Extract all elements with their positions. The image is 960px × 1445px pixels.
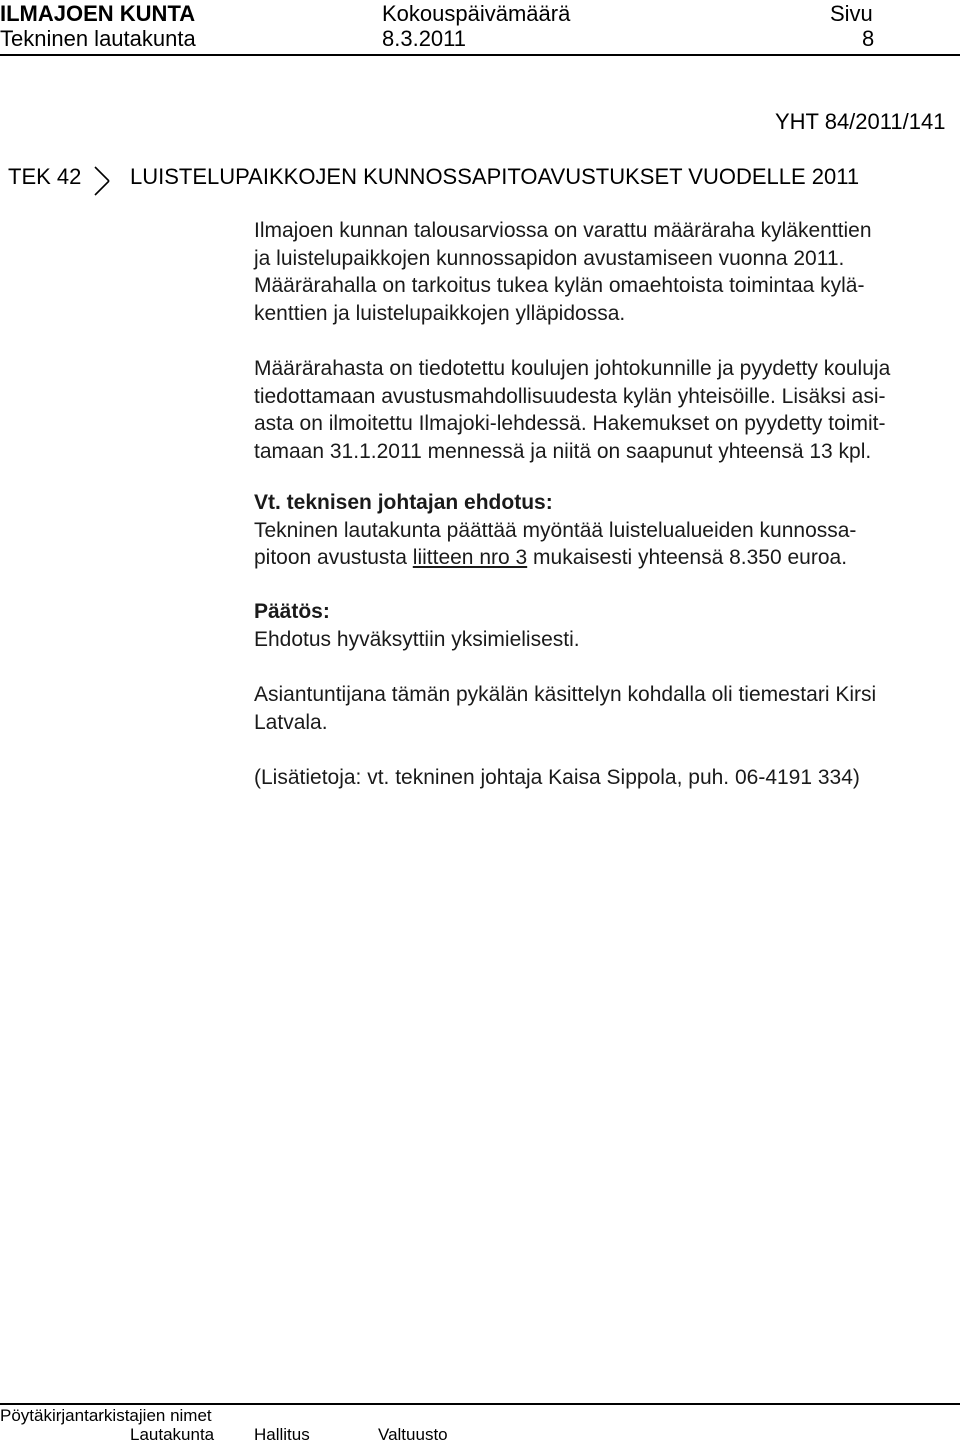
decision-text: Ehdotus hyväksyttiin yksimielisesti.: [254, 627, 580, 651]
org-name: ILMAJOEN KUNTA: [0, 1, 196, 26]
text-line: tiedottamaan avustusmahdollisuudesta kylän yhteisöille. Lisäksi asi-: [254, 384, 886, 408]
page-label: Sivu: [830, 1, 873, 26]
committee-name: Tekninen lautakunta: [0, 26, 196, 51]
text-line: Määrärahasta on tiedotettu koulujen johtokunnille ja pyydetty kouluja: [254, 357, 891, 380]
info-line: (Lisätietoja: vt. tekninen johtaja Kaisa Sippola, puh. 06-4191 334): [254, 766, 860, 789]
reference-number: YHT 84/2011/141: [775, 109, 946, 134]
paragraph-1: [254, 217, 954, 327]
section-title: LUISTELUPAIKKOJEN KUNNOSSAPITOAVUSTUKSET VUODELLE 2011: [130, 164, 860, 189]
text-line: asta on ilmoitettu Ilmajoki-lehdessä. Hakemukset on pyydetty toimit-: [254, 412, 886, 435]
text-fragment: mukaisesti yhteensä 8.350 euroa.: [527, 546, 848, 569]
decision-heading: Päätös:: [254, 600, 330, 623]
footer-title: Pöytäkirjantarkistajien nimet: [0, 1406, 212, 1425]
header-divider: [0, 54, 960, 56]
text-line: [254, 544, 954, 572]
text-line: ja luistelupaikkojen kunnossapidon avustamiseen vuonna 2011.: [254, 246, 845, 270]
text-line: Latvala.: [254, 710, 328, 734]
proposal-block: [254, 489, 954, 572]
proposal-heading: Vt. teknisen johtajan ehdotus:: [254, 491, 553, 514]
expert-block: [254, 681, 954, 736]
section-number: TEK 42: [8, 164, 82, 189]
date-label: Kokouspäivämäärä: [382, 1, 571, 26]
footer-col-lautakunta: Lautakunta: [130, 1425, 215, 1444]
text-line: tamaan 31.1.2011 mennessä ja niitä on saapunut yhteensä 13 kpl.: [254, 439, 872, 463]
attachment-link[interactable]: liitteen nro 3: [412, 546, 528, 569]
footer-divider: [0, 1403, 960, 1405]
section-marker-icon: [94, 166, 110, 196]
paragraph-2: [254, 355, 954, 465]
footer-col-valtuusto: Valtuusto: [378, 1425, 448, 1444]
meeting-date: 8.3.2011: [382, 26, 467, 51]
text-line: Ilmajoen kunnan talousarviossa on varattu määräraha kyläkenttien: [254, 219, 872, 242]
text-fragment: pitoon avustusta: [254, 546, 413, 569]
text-line: Tekninen lautakunta päättää myöntää luistelualueiden kunnossa-: [254, 518, 857, 542]
text-line: kenttien ja luistelupaikkojen ylläpidossa.: [254, 301, 626, 325]
text-line: Asiantuntijana tämän pykälän käsittelyn kohdalla oli tiemestari Kirsi: [254, 683, 877, 706]
decision-block: [254, 598, 954, 653]
text-line: Määrärahalla on tarkoitus tukea kylän omaehtoista toimintaa kylä-: [254, 274, 865, 297]
page-number: 8: [862, 26, 875, 51]
footer-col-hallitus: Hallitus: [254, 1425, 310, 1444]
